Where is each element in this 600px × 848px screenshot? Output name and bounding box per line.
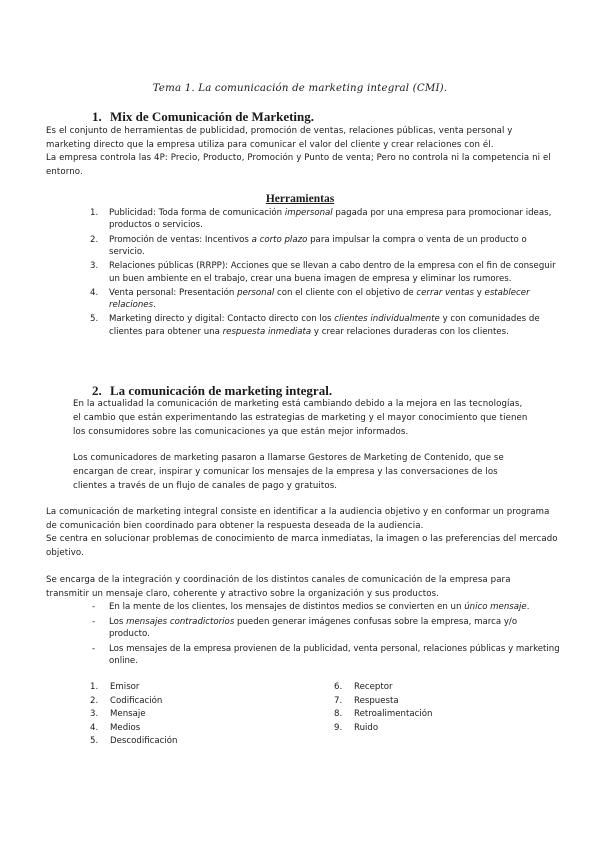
section-1-heading [92, 109, 314, 125]
emphasis-text: respuesta inmediata [222, 326, 312, 337]
tools-list [80, 207, 560, 340]
dash-bullet: - [92, 643, 96, 654]
dash-bullet: - [92, 616, 96, 627]
list-item-number: 1. [90, 682, 99, 692]
emphasis-text: impersonal [284, 208, 333, 218]
text-span: y con comunidades de clientes para obtener una [109, 314, 540, 337]
emphasis-text: personal [237, 287, 275, 298]
text-span: con el cliente con el objetivo de [274, 287, 417, 298]
list-item [80, 313, 560, 338]
emphasis-text: a corto plazo [251, 234, 308, 245]
emphasis-text: mensajes contradictorios [126, 616, 235, 627]
text-span: y crear relaciones duraderas con los clientes. [311, 326, 509, 337]
emphasis-text: clientes individualmente [334, 314, 440, 325]
section-2-number: 2. [92, 383, 102, 398]
emphasis-text: cerrar ventas [416, 287, 474, 298]
list-item-label: Medios [110, 722, 141, 733]
text-span: Relaciones públicas (RRPP): Acciones que se llevan a cabo dentro de la empresa con el fin de conseguir un buen ambiente en el trabajo, crear una buena imagen de empresa y eliminar los rumores. [109, 261, 556, 284]
section-2-paragraph-2: Los comunicadores de marketing pasaron a llamarse Gestores de Marketing de Contenido, que se encargan de crear, inspirar y comunicar los mensajes de la empresa y las conversaciones de los clientes a través de un flujo de canales de pago y gratuitos. [73, 453, 504, 491]
list-item [334, 708, 432, 722]
list-item-label: Descodificación [110, 736, 178, 747]
section-1-paragraph-2: La empresa controla las 4P: Precio, Producto, Promoción y Punto de venta; Pero no controla ni la competencia ni el entorno. [46, 153, 551, 177]
text-span: para impulsar la compra o venta de un producto o servicio. [109, 234, 527, 258]
text-span: pagada por una empresa para promocionar ideas, productos o servicios. [109, 208, 552, 231]
text-span: Los [109, 616, 127, 627]
text-span: Venta personal: Presentación [109, 287, 238, 298]
list-item-number: 7. [334, 695, 343, 706]
section-2-paragraph-3b: Se centra en solucionar problemas de conocimiento de marca inmediatas, la imagen o las preferencias del mercado objetivo. [46, 534, 558, 558]
list-item-label: Respuesta [354, 695, 399, 706]
communication-elements-left [90, 681, 177, 749]
section-2-paragraph-3a: La comunicación de marketing integral consiste en identificar a la audiencia objetivo y en conformar un programa de comunicación bien coordinado para obtener la respuesta deseada de la audiencia. [46, 507, 550, 531]
section-2-paragraph-1: En la actualidad la comunicación de marketing está cambiando debido a la mejora en las tecnologías, el cambio que están experimentando las estrategias de marketing y el mayor conocimiento que tienen los consumidores sobre las comunicaciones ya que están mejor informados. [73, 399, 528, 437]
list-item-number: 4. [90, 287, 99, 298]
list-item [80, 601, 560, 613]
list-item-label: Ruido [354, 722, 379, 733]
text-span: En la mente de los clientes, los mensajes de distintos medios se convierten en un [109, 602, 465, 612]
list-item-number: 2. [90, 234, 99, 245]
list-item [334, 695, 432, 709]
list-item [334, 722, 432, 736]
list-item [90, 735, 177, 749]
section-1-title: Mix de Comunicación de Marketing. [110, 109, 315, 124]
section-1-number: 1. [92, 109, 102, 124]
emphasis-text: único mensaje [464, 602, 527, 612]
list-item-number: 8. [334, 709, 343, 720]
list-item [90, 722, 177, 736]
list-item [90, 681, 177, 695]
list-item-label: Receptor [354, 682, 393, 692]
list-item [80, 287, 560, 312]
list-item-number: 3. [90, 261, 99, 272]
text-span: pueden generar imágenes confusas sobre la empresa, marca y/o producto. [109, 616, 518, 639]
list-item-label: Emisor [110, 682, 140, 692]
list-item [90, 695, 177, 709]
dash-bullet: - [92, 602, 96, 612]
list-item-label: Codificación [110, 695, 163, 706]
text-span: Promoción de ventas: Incentivos [109, 234, 252, 245]
list-item-number: 3. [90, 709, 99, 720]
text-span: y [473, 287, 485, 298]
messages-list [80, 601, 560, 670]
list-item [334, 681, 432, 695]
list-item [80, 234, 560, 259]
list-item [80, 616, 560, 641]
list-item-number: 9. [334, 722, 343, 733]
list-item-number: 5. [90, 736, 99, 747]
section-2-paragraph-4: Se encarga de la integración y coordinación de los distintos canales de comunicación de la empresa para transmitir un mensaje claro, coherente y atractivo sobre la organización y sus productos. [46, 575, 511, 599]
list-item-number: 2. [90, 695, 99, 706]
list-item-number: 6. [334, 682, 343, 692]
text-span: . [526, 602, 530, 612]
list-item [80, 207, 560, 232]
document-title: Tema 1. La comunicación de marketing integral (CMI). [152, 83, 448, 95]
list-item [80, 260, 560, 285]
text-span: Publicidad: Toda forma de comunicación [109, 208, 285, 218]
section-2-heading [92, 383, 332, 399]
text-span: Los mensajes de la empresa provienen de la publicidad, venta personal, relaciones públicas y marketing online. [109, 643, 560, 666]
list-item-number: 1. [90, 208, 99, 218]
communication-elements-right [334, 681, 432, 735]
list-item-number: 5. [90, 314, 99, 325]
text-span: . [153, 300, 156, 311]
list-item-label: Mensaje [110, 709, 146, 720]
section-1-paragraph-1: Es el conjunto de herramientas de publicidad, promoción de ventas, relaciones públicas, venta personal y marketing directo que la empresa utiliza para comunicar el valor del cliente y crear relaciones con él. [46, 126, 513, 150]
list-item-label: Retroalimentación [354, 709, 433, 720]
list-item-number: 4. [90, 722, 99, 733]
tools-heading: Herramientas [265, 193, 335, 205]
section-2-title: La comunicación de marketing integral. [110, 383, 333, 398]
text-span: Marketing directo y digital: Contacto directo con los [109, 314, 335, 325]
list-item [80, 643, 560, 668]
list-item [90, 708, 177, 722]
emphasis-text: establecer relaciones [109, 287, 530, 311]
